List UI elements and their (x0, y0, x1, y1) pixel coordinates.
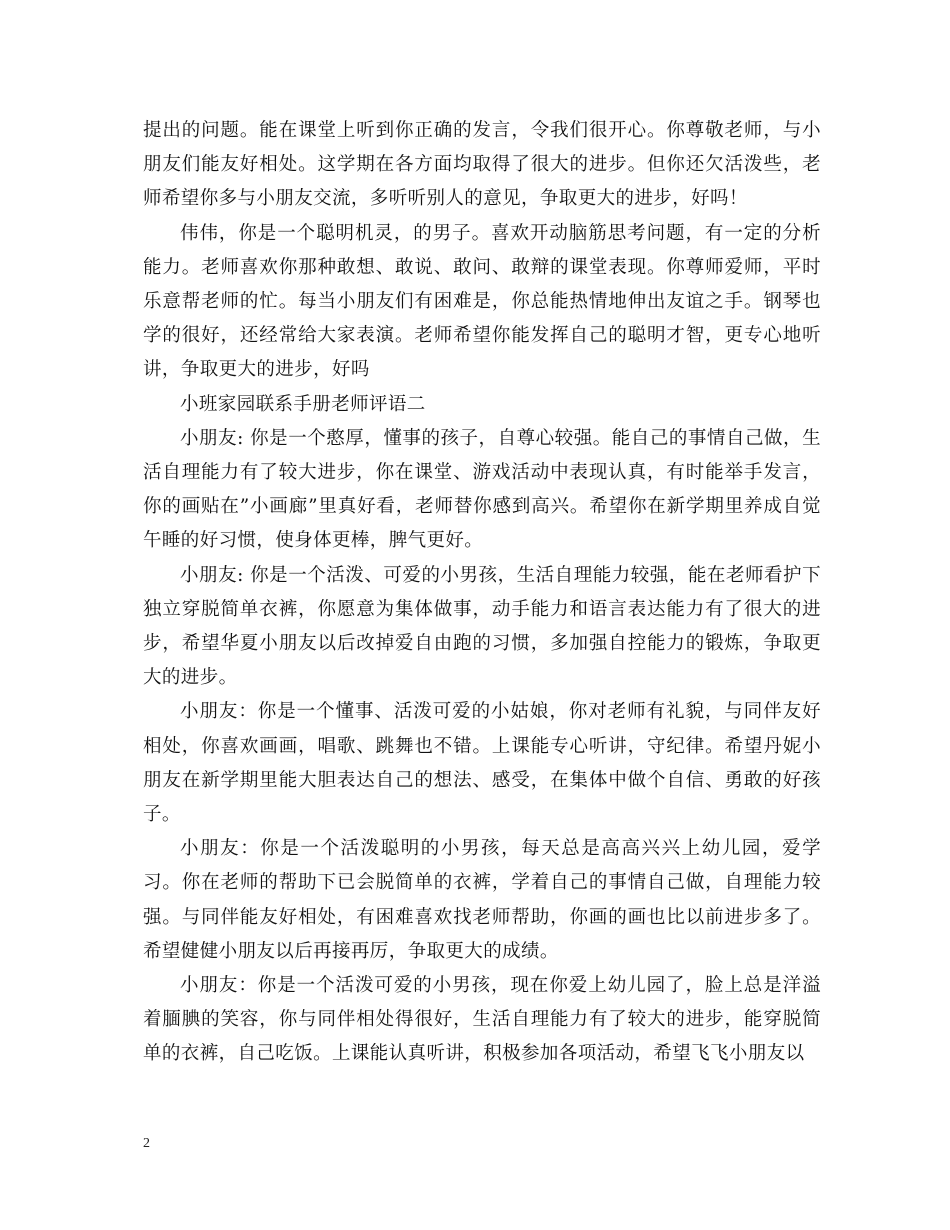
paragraph-2: 伟伟，你是一个聪明机灵，的男子。喜欢开动脑筋思考问题，有一定的分析能力。老师喜欢你那种敢想、敢说、敢问、敢辩的课堂表现。你尊师爱师，平时乐意帮老师的忙。每当小朋友们有困难是，你总能热情地伸出友谊之手。钢琴也学的很好，还经常给大家表演。老师希望你能发挥自己的聪明才智，更专心地听讲，争取更大的进步，好吗 (143, 222, 821, 381)
paragraph-3: 小朋友: 你是一个憨厚，懂事的孩子，自尊心较强。能自己的事情自己做，生活自理能力有了较大进步，你在课堂、游戏活动中表现认真，有时能举手发言，你的画贴在”小画廊”里真好看，老师替你感到高兴。希望你在新学期里养成自觉午睡的好习惯，使身体更棒，脾气更好。 (143, 427, 821, 552)
paragraph-7: 小朋友：你是一个活泼可爱的小男孩，现在你爱上幼儿园了，脸上总是洋溢着腼腆的笑容，你与同伴相处得很好，生活自理能力有了较大的进步，能穿脱简单的衣裤，自己吃饭。上课能认真听讲，积极参加各项活动，希望飞飞小朋友以 (143, 975, 821, 1065)
section-heading: 小班家园联系手册老师评语二 (180, 393, 426, 415)
paragraph-6: 小朋友：你是一个活泼聪明的小男孩，每天总是高高兴兴上幼儿园，爱学习。你在老师的帮助下已会脱简单的衣裤，学着自己的事情自己做，自理能力较强。与同伴能友好相处，有困难喜欢找老师帮助，你画的画也比以前进步多了。希望健健小朋友以后再接再厉，争取更大的成绩。 (143, 838, 821, 962)
page-number: 2 (143, 1136, 150, 1151)
paragraph-4: 小朋友: 你是一个活泼、可爱的小男孩，生活自理能力较强，能在老师看护下独立穿脱简单衣裤，你愿意为集体做事，动手能力和语言表达能力有了很大的进步，希望华夏小朋友以后改掉爱自由跑的习惯，多加强自控能力的锻炼，争取更大的进步。 (143, 564, 821, 689)
document-body (143, 114, 821, 1072)
paragraph-5: 小朋友：你是一个懂事、活泼可爱的小姑娘，你对老师有礼貌，与同伴友好相处，你喜欢画画，唱歌、跳舞也不错。上课能专心听讲，守纪律。希望丹妮小朋友在新学期里能大胆表达自己的想法、感受，在集体中做个自信、勇敢的好孩子。 (143, 701, 821, 826)
paragraph-1: 提出的问题。能在课堂上听到你正确的发言，令我们很开心。你尊敬老师，与小朋友们能友好相处。这学期在各方面均取得了很大的进步。但你还欠活泼些，老师希望你多与小朋友交流，多听听别人的意见，争取更大的进步，好吗！ (143, 120, 821, 210)
